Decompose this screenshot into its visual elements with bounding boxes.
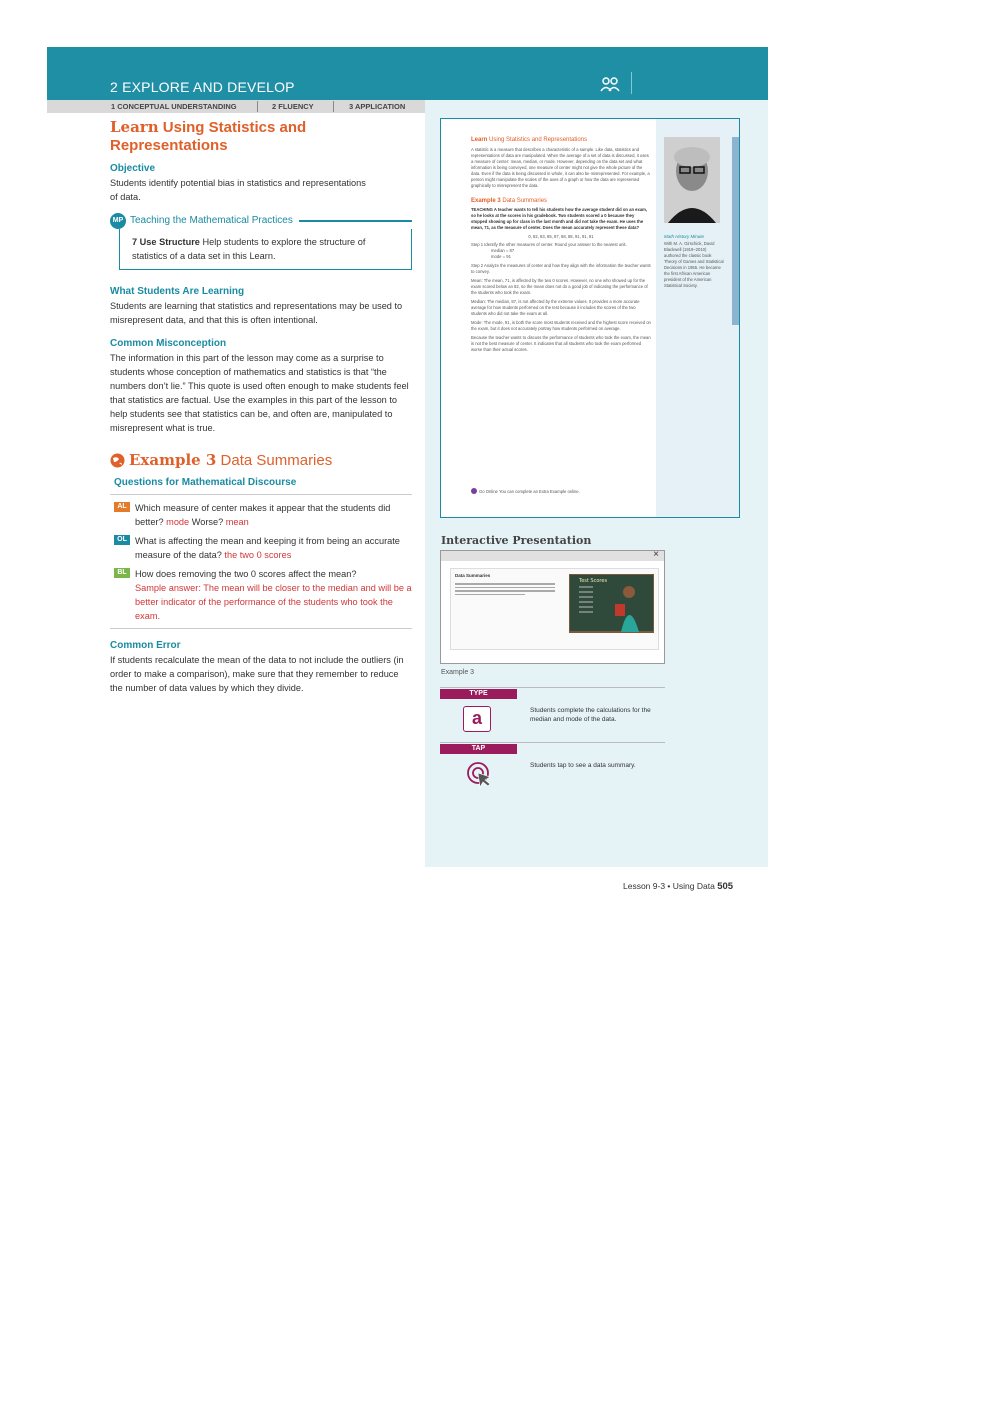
example-title: Data Summaries	[220, 452, 333, 469]
tab-fluency: 2 FLUENCY	[272, 102, 314, 111]
tab-divider	[333, 101, 334, 112]
practices-box	[119, 229, 412, 270]
student-page-thumbnail	[440, 118, 740, 518]
thumb-median-p: Median: The median, 87, is not affected by the extreme values. It provides a more accurate average for how students performed on the test because it includes the scores of the two students who did not take the exam at all.	[471, 299, 640, 316]
interactive-preview[interactable]	[440, 550, 665, 664]
level-badge-bl: BL	[114, 568, 130, 578]
close-icon[interactable]: ×	[653, 549, 659, 560]
chalkboard-illustration	[569, 574, 654, 636]
objective-heading: Objective	[110, 163, 156, 174]
thumb-teaching: TEACHING A teacher wants to tell his students how the average student did on an exam, so he looks at the scores in his gradebook. Two students scored a 0 because they stopped showing up for class in the last month and did not take the exam. He uses the mean, 71, as the measure of center. Does the mean accurately represent these data?	[471, 207, 648, 230]
thumb-learn-heading	[471, 137, 651, 143]
practices-header	[110, 213, 412, 229]
footer-lesson: Lesson 9-3	[623, 881, 666, 891]
thumb-intro: A statistic is a measure that describes a characteristic of a sample. Like data, statistics and representations of data are manipulated. When the average of a set of data is discussed, it uses a measure of center: mean, median, or mode. However, depending on the data set and what information is being conveyed, one measure of center might not give the whole picture of the data. Even if the data is being discussed in whole, it can also be misrepresented. For example, a person might manipulate the scales of the axes of a graph or how the data are represented graphically to misrepresent the data.	[471, 147, 650, 188]
activity-tag-type: TYPE	[440, 689, 517, 699]
slide-preview	[450, 568, 659, 650]
banner-divider	[631, 72, 632, 94]
discourse-item-bl	[110, 567, 412, 623]
discourse-item-ol	[110, 534, 412, 562]
level-badge-al: AL	[114, 502, 130, 512]
discourse-item-al	[110, 501, 412, 529]
tap-icon	[466, 761, 494, 789]
type-a-icon: a	[463, 706, 491, 732]
thumb-go-online-text: Go Online You can complete an Extra Example online.	[479, 488, 580, 494]
thumb-median: median = 87	[491, 248, 515, 253]
practices-text: Help students to explore the structure of statistics of a data set in this Learn.	[132, 237, 366, 261]
section-banner	[47, 47, 768, 100]
thumbnail-body	[471, 137, 651, 353]
activity-tag-tap: TAP	[440, 744, 517, 754]
go-online-icon	[471, 488, 477, 494]
learn-heading	[110, 118, 412, 155]
activity-rule	[440, 687, 665, 688]
example-heading	[110, 453, 412, 468]
footer-title: Using Data	[672, 881, 715, 891]
practices-section	[110, 213, 412, 270]
sidebar-heading: Math History Minute	[664, 234, 705, 239]
thumb-step1: Step 1 Identify the other measures of center. Round your answer to the nearest unit.	[471, 242, 627, 247]
section-title: 2 EXPLORE AND DEVELOP	[110, 79, 295, 95]
portrait-image	[664, 137, 720, 223]
thumb-data-line: 0, 82, 83, 85, 87, 88, 88, 91, 91, 91	[528, 234, 594, 239]
slide-lines	[455, 581, 555, 597]
thumb-step2: Step 2 Analyze the measures of center and how they align with the information the teacher wants to convey.	[471, 263, 651, 274]
example-label: Example 3	[129, 451, 217, 469]
misconception-text: The information in this part of the lesson may come as a surprise to students whose conception of mathematics and statistics is that “the numbers don’t lie.” This quote is used often enough to make students feel that statistics are factual. Use the examples in this part of the lesson to help students see that statistics can be, and often are, manipulated to misrepresent what is true.	[110, 353, 409, 433]
footer-separator: •	[665, 881, 673, 891]
answer-text: mean	[225, 517, 249, 527]
thumb-because-p: Because the teacher wants to discuss the performance of students who took the exam, the mean is not the best measure of center. It indicates that all students who took the exam performed worse than their actual scores.	[471, 335, 651, 352]
thumb-mode: mode = 91	[491, 254, 511, 259]
discourse-rule	[110, 494, 412, 495]
answer-text: the two 0 scores	[224, 550, 292, 560]
thumb-go-online	[471, 488, 580, 494]
progression-tabs	[47, 100, 425, 113]
preview-titlebar	[441, 551, 664, 561]
question-text: Which measure of center makes it appear that the students did better?	[135, 503, 391, 527]
question-text: What is affecting the mean and keeping it from being an accurate measure of the data?	[135, 536, 400, 560]
objective-text: Students identify potential bias in statistics and representations of data.	[110, 178, 366, 202]
discourse-end-rule	[110, 628, 412, 629]
sidebar-text-block	[664, 234, 724, 289]
activity-text-type: Students complete the calculations for the median and mode of the data.	[530, 707, 651, 723]
page-footer	[623, 881, 733, 892]
misconception-heading: Common Misconception	[110, 338, 227, 349]
discourse-heading: Questions for Mathematical Discourse	[114, 477, 297, 488]
answer-text: Sample answer: The mean will be closer to the median and will be a better indicator of the performance of the students who took the exam.	[135, 583, 412, 621]
thumb-example-title: Data Summaries	[502, 198, 548, 204]
thumb-sidebar	[656, 119, 739, 517]
sidebar-accent	[732, 137, 739, 325]
thumb-mode-p: Mode: The mode, 91, is both the score most students received and the highest score received on the exam, but it does not accurately portray how students performed on average.	[471, 320, 651, 331]
teacher-notes-column	[110, 118, 412, 695]
question-text: How does removing the two 0 scores affect the mean?	[135, 569, 357, 579]
tab-divider	[257, 101, 258, 112]
thumb-learn-label: Learn	[471, 137, 488, 143]
question-text: Worse?	[189, 517, 224, 527]
thumb-mean-p: Mean: The mean, 71, is affected by the two 0 scores. However, no one who showed up for the exam scored below an 82, so the mean does not do a good job of indicating the performance of the students who took the exam.	[471, 278, 648, 295]
globe-icon	[110, 453, 125, 468]
practices-bold: 7 Use Structure	[132, 237, 200, 247]
thumb-learn-title: Using Statistics and Representations	[489, 137, 588, 143]
interactive-heading: Interactive Presentation	[441, 534, 592, 547]
practices-rule	[299, 220, 412, 222]
sidebar-text: With M. A. Girschick, David Blackwell (1919–2010) authored the classic book Theory of Games and Statistical Decisions in 1955. He became the first African American president of the American Statistical Society.	[664, 241, 724, 288]
page-number: 505	[717, 881, 734, 892]
practices-heading: Teaching the Mathematical Practices	[130, 215, 293, 226]
common-error-text: If students recalculate the mean of the data to not include the outliers (in order to make a comparison), make sure that they remember to reduce the number of data values by which they divide.	[110, 655, 404, 693]
mp-badge-icon: MP	[110, 213, 126, 229]
preview-caption: Example 3	[441, 669, 475, 676]
learning-heading: What Students Are Learning	[110, 286, 245, 297]
slide-title: Data Summaries	[455, 573, 491, 578]
learn-label: Learn	[110, 118, 159, 136]
thumb-example-label: Example 3	[471, 198, 501, 204]
learning-text: Students are learning that statistics and representations may be used to misrepresent data, and that this is often intentional.	[110, 301, 403, 325]
board-title: Test Scores	[579, 578, 608, 584]
group-icon	[600, 76, 620, 92]
level-badge-ol: OL	[114, 535, 130, 545]
thumb-example-heading	[471, 198, 651, 204]
common-error-heading: Common Error	[110, 640, 181, 651]
activity-text-tap: Students tap to see a data summary.	[530, 762, 636, 769]
answer-text: mode	[166, 517, 190, 527]
activity-rule	[440, 742, 665, 743]
tab-conceptual: 1 CONCEPTUAL UNDERSTANDING	[111, 102, 237, 111]
learn-title: Using Statistics and Representations	[110, 119, 307, 154]
tab-application: 3 APPLICATION	[349, 102, 406, 111]
